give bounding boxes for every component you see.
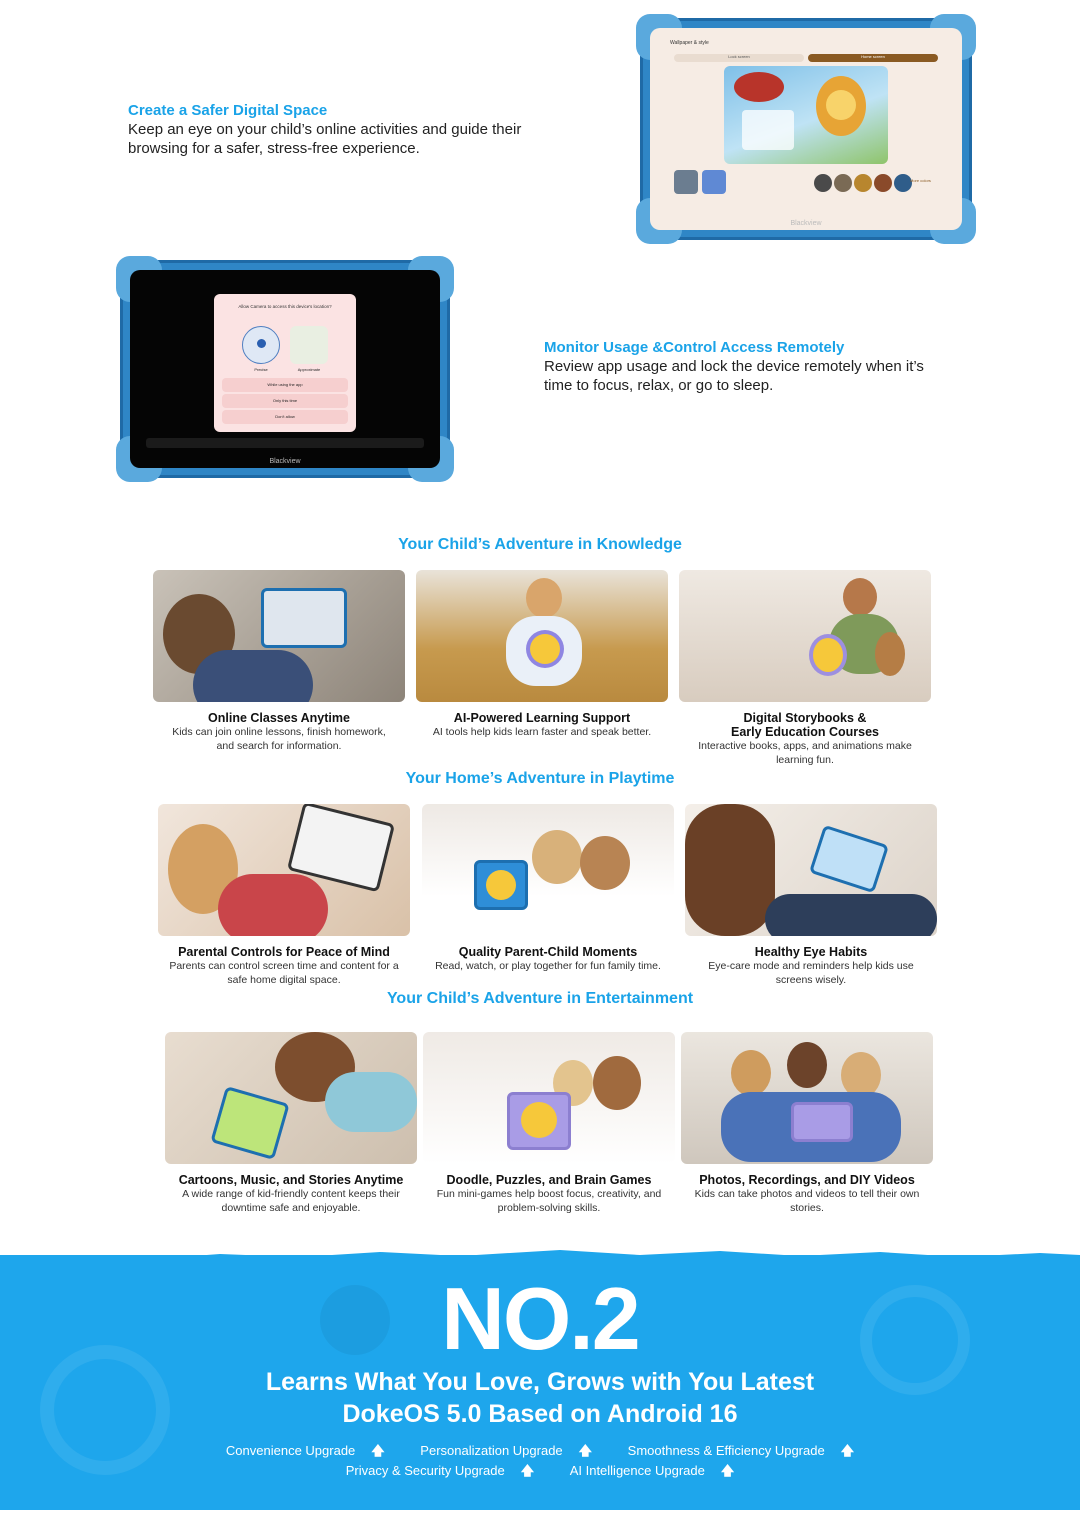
card-ai-learning <box>416 570 668 739</box>
card-title: Doodle, Puzzles, and Brain Games <box>446 1173 652 1187</box>
feature-monitor-usage <box>544 339 924 395</box>
card-title: Parental Controls for Peace of Mind <box>178 945 390 959</box>
arrow-up-icon: 🡅 <box>371 1443 385 1458</box>
card-photo <box>422 804 674 936</box>
feature-safer-space <box>128 102 521 158</box>
card-desc: stories. <box>790 1202 824 1214</box>
approximate-label: Approximate <box>297 367 321 372</box>
card-desc: problem-solving skills. <box>497 1202 601 1214</box>
card-title: Healthy Eye Habits <box>754 945 868 959</box>
upgrade-item: AI Intelligence Upgrade 🡅 <box>562 1463 743 1478</box>
approximate-map-icon[interactable] <box>290 326 328 364</box>
card-parent-child <box>422 804 674 973</box>
permission-dialog <box>214 294 356 432</box>
card-desc: screens wisely. <box>775 974 847 986</box>
section-title-playtime: Your Home’s Adventure in Playtime <box>405 770 675 787</box>
card-digital-storybooks <box>679 570 931 767</box>
wallpaper-thumb[interactable] <box>702 170 726 194</box>
card-desc: Read, watch, or play together for fun family time. <box>435 960 661 972</box>
card-desc: Interactive books, apps, and animations make <box>698 740 912 752</box>
card-desc: AI tools help kids learn faster and speak better. <box>432 726 652 738</box>
card-photo <box>679 570 931 702</box>
card-title: Online Classes Anytime <box>208 711 350 725</box>
card-photo <box>153 570 405 702</box>
wallpaper-preview <box>724 66 888 164</box>
arrow-up-icon: 🡅 <box>520 1463 535 1478</box>
card-photo <box>416 570 668 702</box>
more-colors-link[interactable]: More colors <box>910 178 931 183</box>
color-swatch[interactable] <box>874 174 892 192</box>
tab-home-screen[interactable]: Home screen <box>808 54 938 62</box>
upgrade-item: Privacy & Security Upgrade 🡅 <box>338 1463 542 1478</box>
upgrade-row <box>0 1462 1080 1484</box>
tablet-permission <box>120 260 450 478</box>
option-while-using[interactable]: While using the app <box>222 378 348 392</box>
arrow-up-icon: 🡅 <box>840 1443 855 1458</box>
feature-title: Create a Safer Digital Space <box>128 102 328 119</box>
precise-map-icon[interactable] <box>242 326 280 364</box>
card-desc: Fun mini-games help boost focus, creativity, and <box>436 1188 662 1200</box>
tablet-wallpaper <box>640 18 972 240</box>
precise-label: Precise <box>254 367 268 372</box>
feature-desc-line: Keep an eye on your child’s online activities and guide their <box>128 121 522 138</box>
tab-lock-screen[interactable]: Lock screen <box>674 54 804 62</box>
feature-title: Monitor Usage &Control Access Remotely <box>544 339 845 356</box>
card-title: Digital Storybooks & <box>743 711 867 725</box>
color-swatch[interactable] <box>894 174 912 192</box>
wallpaper-thumb[interactable] <box>674 170 698 194</box>
card-desc: A wide range of kid-friendly content keeps their <box>182 1188 400 1200</box>
arrow-up-icon: 🡅 <box>578 1443 593 1458</box>
card-desc: learning fun. <box>776 754 834 766</box>
brand-logo: Blackview <box>790 220 822 227</box>
card-healthy-eye <box>685 804 937 987</box>
card-photo <box>158 804 410 936</box>
card-cartoons <box>165 1032 417 1215</box>
upgrade-item: Personalization Upgrade 🡅 <box>412 1443 600 1458</box>
card-photo <box>423 1032 675 1164</box>
card-desc: Eye-care mode and reminders help kids use <box>708 960 914 972</box>
card-parental-controls <box>158 804 410 987</box>
option-dont-allow[interactable]: Don't allow <box>222 410 348 424</box>
card-desc: downtime safe and enjoyable. <box>221 1202 361 1214</box>
card-desc: Parents can control screen time and content for a <box>169 960 399 972</box>
card-desc: Kids can join online lessons, finish homework, <box>172 726 386 738</box>
color-swatch[interactable] <box>814 174 832 192</box>
section-title-entertainment: Your Child’s Adventure in Entertainment <box>386 990 694 1007</box>
section-title-knowledge: Your Child’s Adventure in Knowledge <box>398 536 682 553</box>
card-photo <box>681 1032 933 1164</box>
color-swatch[interactable] <box>834 174 852 192</box>
card-desc: safe home digital space. <box>227 974 341 986</box>
color-swatch[interactable] <box>854 174 872 192</box>
card-title: AI-Powered Learning Support <box>453 711 631 725</box>
card-photo <box>685 804 937 936</box>
feature-desc-line: browsing for a safer, stress-free experience. <box>128 140 420 157</box>
banner-headline: DokeOS 5.0 Based on Android 16 <box>342 1400 738 1428</box>
brand-logo: Blackview <box>269 458 301 465</box>
card-desc: Kids can take photos and videos to tell their own <box>694 1188 920 1200</box>
dialog-title: Allow Camera to access this device's location? <box>238 304 332 309</box>
card-title: Photos, Recordings, and DIY Videos <box>699 1173 915 1187</box>
card-title: Quality Parent-Child Moments <box>458 945 638 959</box>
card-title: Cartoons, Music, and Stories Anytime <box>178 1173 404 1187</box>
banner-big-number: NO.2 <box>441 1269 639 1368</box>
arrow-up-icon: 🡅 <box>720 1463 735 1478</box>
wallpaper-screen-title: Wallpaper & style <box>670 40 709 46</box>
feature-desc-line: Review app usage and lock the device remotely when it’s <box>544 358 924 375</box>
upgrade-item: Convenience Upgrade 🡅 <box>218 1443 393 1458</box>
upgrade-item: Smoothness & Efficiency Upgrade 🡅 <box>620 1443 862 1458</box>
feature-desc-line: time to focus, relax, or go to sleep. <box>544 377 774 394</box>
card-title: Early Education Courses <box>731 725 879 739</box>
upgrade-row <box>0 1442 1080 1464</box>
card-online-classes <box>153 570 405 753</box>
card-photo <box>165 1032 417 1164</box>
banner-headline: Learns What You Love, Grows with You Latest <box>265 1368 815 1396</box>
option-only-this-time[interactable]: Only this time <box>222 394 348 408</box>
card-doodle-games <box>423 1032 675 1215</box>
color-swatches <box>814 174 912 192</box>
card-photos-videos <box>681 1032 933 1215</box>
card-desc: and search for information. <box>216 740 342 752</box>
taskbar <box>146 438 424 448</box>
